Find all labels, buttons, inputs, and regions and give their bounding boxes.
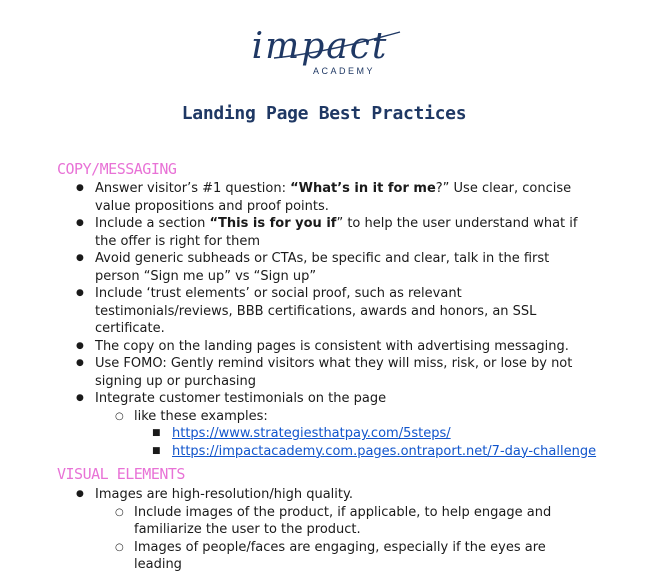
list-item: ● Include a section “This is for you if” to help the user understand what if the offer is right for them <box>0 215 648 250</box>
list-item <box>0 425 648 443</box>
list-item: ● Integrate customer testimonials on the page <box>0 390 648 408</box>
list-item: ● Include ‘trust elements’ or social proof, such as relevant testimonials/reviews, BBB certifications, awards and honors, an SSL certificate. <box>0 285 648 338</box>
copy-messaging-list <box>0 180 648 460</box>
page-title: Landing Page Best Practices <box>181 103 467 124</box>
list-item: ● Use FOMO: Gently remind visitors what they will miss, risk, or lose by not signing up or purchasing <box>0 355 648 390</box>
section-heading-copy-messaging: COPY/MESSAGING <box>57 160 177 178</box>
list-item: ● Images are high-resolution/high quality. <box>0 486 648 504</box>
list-item: ○ Images of people/faces are engaging, especially if the eyes are leading <box>0 539 648 574</box>
list-item: ● The copy on the landing pages is consistent with advertising messaging. <box>0 338 648 356</box>
impact-academy-logo <box>0 24 648 84</box>
logo-subtext: ACADEMY <box>312 66 376 76</box>
link-7-day-challenge[interactable]: https://impactacademy.com.pages.ontraport.net/7-day-challenge <box>172 443 597 459</box>
list-item: ○ Include images of the product, if applicable, to help engage and familiarize the user to the product. <box>0 504 648 539</box>
link-strategies-that-pay[interactable]: https://www.strategiesthatpay.com/5steps/ <box>172 426 451 441</box>
list-item: ● Avoid generic subheads or CTAs, be specific and clear, talk in the first person “Sign me up” vs “Sign up” <box>0 250 648 285</box>
section-heading-visual-elements: VISUAL ELEMENTS <box>57 465 185 483</box>
visual-elements-list <box>0 486 648 574</box>
list-item <box>0 443 648 461</box>
logo-wordmark: impact <box>251 26 389 67</box>
list-item: ○ like these examples: <box>0 408 648 426</box>
list-item: ● Answer visitor’s #1 question: “What’s in it for me?” Use clear, concise value propositions and proof points. <box>0 180 648 215</box>
